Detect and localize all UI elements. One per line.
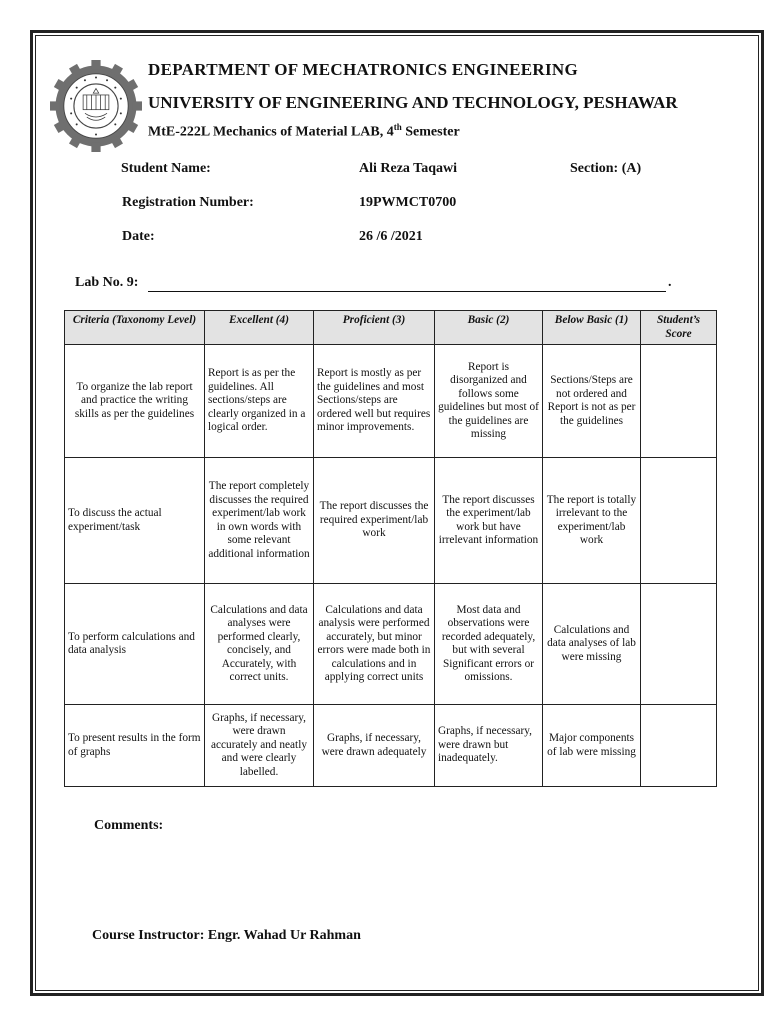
student-name-label: Student Name: [121, 161, 211, 176]
below-basic-cell: Sections/Steps are not ordered and Report is not as per the guidelines [543, 345, 641, 458]
below-basic-cell: Major components of lab were missing [543, 705, 641, 787]
course-title [148, 122, 460, 141]
proficient-cell: Calculations and data analysis were performed accurately, but minor errors were made both in calculations and in applying correct units [314, 584, 435, 705]
basic-cell: Graphs, if necessary, were drawn but inadequately. [435, 705, 543, 787]
proficient-cell: The report discusses the required experiment/lab work [314, 458, 435, 584]
below-basic-cell: Calculations and data analyses of lab were missing [543, 584, 641, 705]
header-criteria: Criteria (Taxonomy Level) [65, 311, 205, 345]
score-cell[interactable] [641, 584, 717, 705]
student-name-value: Ali Reza Taqawi [359, 161, 458, 176]
excellent-cell: Graphs, if necessary, were drawn accurately and neatly and were clearly labelled. [205, 705, 314, 787]
course-sup: th [393, 122, 402, 132]
header-score: Student’s Score [641, 311, 717, 345]
below-basic-cell: The report is totally irrelevant to the experiment/lab work [543, 458, 641, 584]
department-title: DEPARTMENT OF MECHATRONICS ENGINEERING [148, 60, 579, 79]
basic-cell: Report is disorganized and follows some guidelines but most of the guidelines are missing [435, 345, 543, 458]
rubric-row-organization [65, 345, 717, 458]
course-semester: Semester [401, 124, 460, 140]
score-cell[interactable] [641, 458, 717, 584]
criteria-cell: To discuss the actual experiment/task [65, 458, 205, 584]
rubric-row-discussion [65, 458, 717, 584]
rubric-table [64, 310, 717, 787]
date-label: Date: [122, 229, 155, 244]
proficient-cell: Graphs, if necessary, were drawn adequately [314, 705, 435, 787]
comments-label: Comments: [94, 818, 164, 833]
lab-title-line [148, 291, 666, 292]
registration-value: 19PWMCT0700 [359, 195, 457, 210]
rubric-header-row [65, 311, 717, 345]
header-basic: Basic (2) [435, 311, 543, 345]
header-proficient: Proficient (3) [314, 311, 435, 345]
excellent-cell: Calculations and data analyses were performed clearly, concisely, and Accurately, with correct units. [205, 584, 314, 705]
criteria-cell: To perform calculations and data analysis [65, 584, 205, 705]
lab-number-label: Lab No. 9: [75, 275, 139, 290]
excellent-cell: The report completely discusses the required experiment/lab work in own words with some relevant additional information [205, 458, 314, 584]
basic-cell: Most data and observations were recorded adequately, but with several Significant errors or omissions. [435, 584, 543, 705]
lab-line-end: . [668, 275, 672, 290]
proficient-cell: Report is mostly as per the guidelines and most Sections/steps are ordered well but requires minor improvements. [314, 345, 435, 458]
header-excellent: Excellent (4) [205, 311, 314, 345]
criteria-cell: To present results in the form of graphs [65, 705, 205, 787]
rubric-row-graphs [65, 705, 717, 787]
registration-label: Registration Number: [122, 195, 254, 210]
excellent-cell: Report is as per the guidelines. All sections/steps are clearly organized in a logical order. [205, 345, 314, 458]
header-below-basic: Below Basic (1) [543, 311, 641, 345]
rubric-row-calculations [65, 584, 717, 705]
score-cell[interactable] [641, 705, 717, 787]
basic-cell: The report discusses the experiment/lab work but have irrelevant information [435, 458, 543, 584]
university-title: UNIVERSITY OF ENGINEERING AND TECHNOLOGY, PESHAWAR [148, 93, 678, 112]
course-name: MtE-222L Mechanics of Material LAB, 4 [148, 124, 394, 140]
date-value: 26 /6 /2021 [359, 229, 423, 244]
section-label: Section: (A) [570, 161, 642, 176]
university-logo-icon [50, 60, 142, 152]
score-cell[interactable] [641, 345, 717, 458]
criteria-cell: To organize the lab report and practice the writing skills as per the guidelines [65, 345, 205, 458]
course-instructor: Course Instructor: Engr. Wahad Ur Rahman [92, 928, 361, 943]
